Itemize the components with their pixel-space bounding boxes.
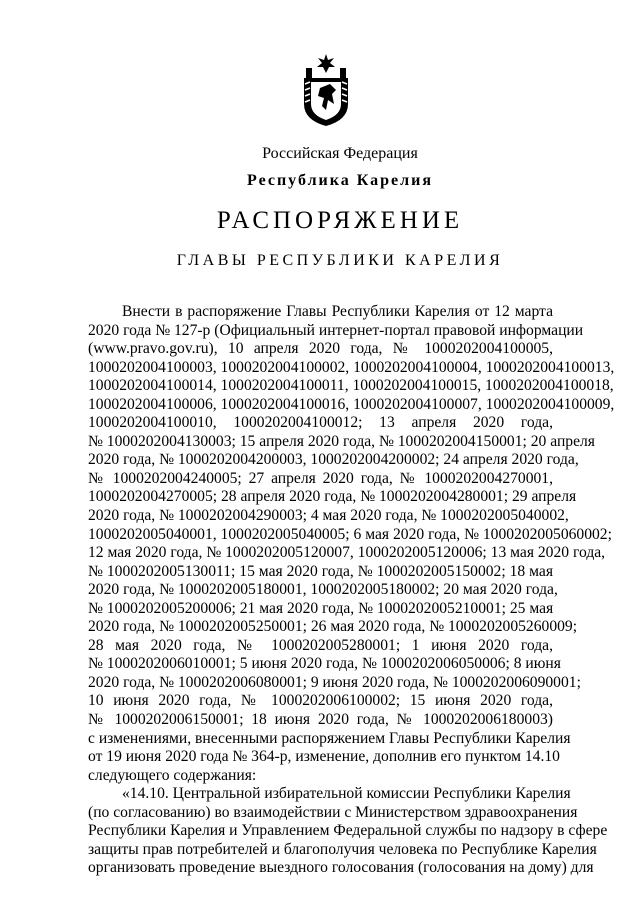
body-text-line: № 1000202006150001; 18 июня 2020 года, № 1000202006180003) [88, 711, 553, 729]
body-text-line: 1000202004100003, 1000202004100002, 1000202004100004, 1000202004100013, [88, 358, 615, 376]
document-issuer: ГЛАВЫ РЕСПУБЛИКИ КАРЕЛИЯ [176, 252, 504, 269]
body-text-line: 2020 года, № 1000202005180001, 1000202005180002; 20 мая 2020 года, [88, 581, 558, 599]
body-text-line: № 1000202006010001; 5 июня 2020 года, № 1000202006050006; 8 июня [88, 655, 561, 673]
body-text-line: (по согласованию) во взаимодействии с Министерством здравоохранения [88, 803, 578, 821]
coat-of-arms-icon [300, 52, 352, 128]
body-text-line: 1000202005040001, 1000202005040005; 6 мая 2020 года, № 1000202005060002; [88, 525, 612, 543]
body-text-line: 10 июня 2020 года, № 1000202006100002; 15 июня 2020 года, [88, 692, 553, 710]
body-text-line: 1000202004100010, 1000202004100012; 13 апреля 2020 года, [88, 414, 553, 432]
body-text-line: от 19 июня 2020 года № 364-р, изменение, дополнив его пунктом 14.10 [88, 748, 560, 766]
body-text-line: 1000202004270005; 28 апреля 2020 года, № 1000202004280001; 29 апреля [88, 488, 577, 506]
body-text-line: № 1000202005130011; 15 мая 2020 года, № 1000202005150002; 18 мая [88, 562, 553, 580]
body-text-line: (www.pravo.gov.ru), 10 апреля 2020 года, № 1000202004100005, [88, 340, 553, 358]
document-body [88, 303, 615, 878]
body-text-line: 2020 года, № 1000202005250001; 26 мая 2020 года, № 1000202005260009; [88, 618, 578, 636]
body-text-line: Внести в распоряжение Главы Республики Карелия от 12 марта [122, 303, 553, 320]
country-name: Российская Федерация [262, 145, 418, 162]
body-text-line: следующего содержания: [88, 766, 257, 784]
republic-name: Республика Карелия [247, 172, 433, 189]
body-text-line: № 1000202004240005; 27 апреля 2020 года, № 1000202004270001, [88, 469, 553, 487]
body-text-line: 28 мая 2020 года, № 1000202005280001; 1 июня 2020 года, [88, 636, 553, 654]
body-text-line: 2020 года, № 1000202004290003; 4 мая 2020 года, № 1000202005040002, [88, 507, 569, 525]
body-text-line: 1000202004100014, 1000202004100011, 1000202004100015, 1000202004100018, [88, 377, 614, 395]
body-text-line: Республики Карелия и Управлением Федеральной службы по надзору в сфере [88, 822, 608, 840]
body-text-line: № 1000202005200006; 21 мая 2020 года, № 1000202005210001; 25 мая [88, 599, 554, 617]
body-text-line: 2020 года № 127-р (Официальный интернет-портал правовой информации [88, 321, 584, 339]
body-text-line: 2020 года, № 1000202006080001; 9 июня 2020 года, № 1000202006090001; [88, 673, 581, 691]
body-text-line: «14.10. Центральной избирательной комиссии Республики Карелия [122, 785, 571, 803]
body-text-line: организовать проведение выездного голосования (голосования на дому) для [88, 859, 594, 877]
document-title: РАСПОРЯЖЕНИЕ [216, 207, 464, 234]
body-text-line: 1000202004100006, 1000202004100016, 1000202004100007, 1000202004100009, [88, 395, 615, 413]
body-text-line: 2020 года, № 1000202004200003, 1000202004200002; 24 апреля 2020 года, [88, 451, 579, 469]
body-text-line: № 1000202004130003; 15 апреля 2020 года, № 1000202004150001; 20 апреля [88, 432, 595, 450]
body-text-line: 12 мая 2020 года, № 1000202005120007, 1000202005120006; 13 мая 2020 года, [88, 544, 606, 562]
body-text-line: защиты прав потребителей и благополучия человека по Республике Карелия [88, 840, 597, 858]
body-text-line: с изменениями, внесенными распоряжением Главы Республики Карелия [88, 729, 571, 747]
